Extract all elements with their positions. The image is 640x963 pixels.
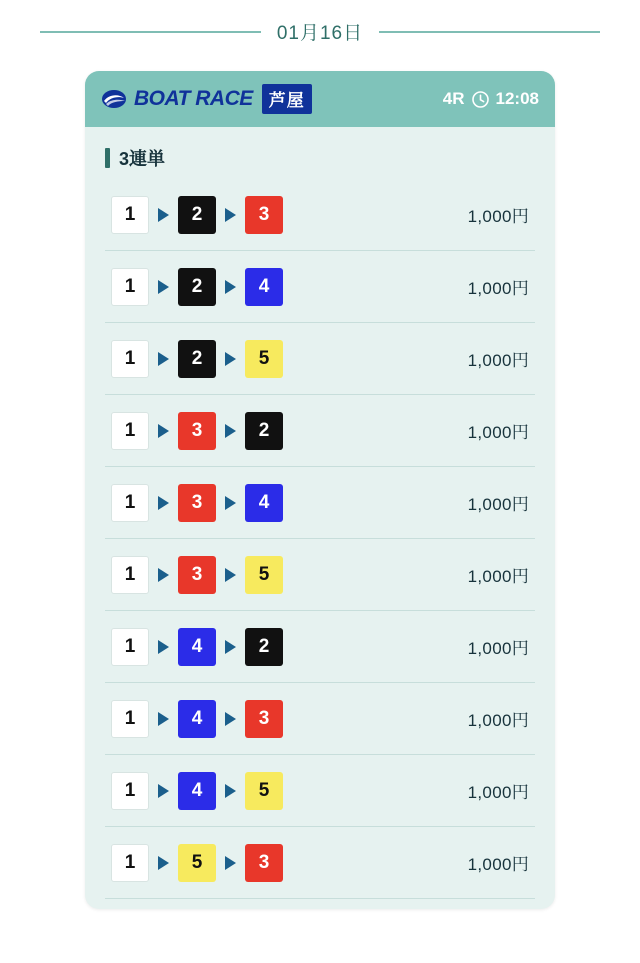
bet-number-second: 2 [178, 340, 216, 378]
bet-number-second: 3 [178, 484, 216, 522]
bet-number-third: 3 [245, 844, 283, 882]
bet-number-second: 2 [178, 196, 216, 234]
bet-number-first: 1 [111, 412, 149, 450]
bet-number-third: 3 [245, 700, 283, 738]
bet-number-first: 1 [111, 700, 149, 738]
arrow-right-icon [158, 352, 169, 366]
arrow-right-icon [158, 568, 169, 582]
table-row[interactable] [105, 827, 535, 899]
arrow-right-icon [158, 208, 169, 222]
brand-venue: 芦屋 [262, 84, 312, 114]
arrow-right-icon [225, 712, 236, 726]
table-row[interactable] [105, 467, 535, 539]
bet-number-second: 4 [178, 628, 216, 666]
bet-number-third: 4 [245, 484, 283, 522]
bet-number-second: 3 [178, 556, 216, 594]
arrow-right-icon [225, 424, 236, 438]
bet-amount: 1,000円 [467, 423, 529, 442]
bet-combination [111, 844, 283, 882]
table-row[interactable] [105, 539, 535, 611]
arrow-right-icon [225, 352, 236, 366]
bet-combination [111, 772, 283, 810]
bet-number-first: 1 [111, 484, 149, 522]
bet-amount: 1,000円 [467, 495, 529, 514]
bet-number-second: 2 [178, 268, 216, 306]
bet-number-third: 2 [245, 412, 283, 450]
arrow-right-icon [225, 280, 236, 294]
race-card [85, 71, 555, 909]
date-label: 01月16日 [276, 23, 364, 44]
bet-number-first: 1 [111, 844, 149, 882]
bet-amount: 1,000円 [467, 639, 529, 658]
bet-amount: 1,000円 [467, 279, 529, 298]
bet-amount: 1,000円 [467, 567, 529, 586]
arrow-right-icon [158, 856, 169, 870]
card-header [85, 71, 555, 127]
arrow-right-icon [158, 712, 169, 726]
arrow-right-icon [158, 280, 169, 294]
bet-amount: 1,000円 [467, 711, 529, 730]
race-time: 12:08 [495, 89, 539, 108]
arrow-right-icon [225, 208, 236, 222]
bet-number-third: 4 [245, 268, 283, 306]
arrow-right-icon [225, 784, 236, 798]
bet-amount: 1,000円 [467, 351, 529, 370]
bet-combination [111, 340, 283, 378]
bet-type-header [85, 127, 555, 179]
arrow-right-icon [158, 784, 169, 798]
arrow-right-icon [225, 496, 236, 510]
date-rule-left [40, 31, 261, 33]
arrow-right-icon [225, 856, 236, 870]
bet-combination [111, 484, 283, 522]
arrow-right-icon [158, 496, 169, 510]
bet-number-third: 5 [245, 340, 283, 378]
bet-combination [111, 412, 283, 450]
bet-number-third: 2 [245, 628, 283, 666]
arrow-right-icon [225, 568, 236, 582]
arrow-right-icon [225, 640, 236, 654]
brand-name: BOAT RACE [134, 87, 253, 110]
bet-amount: 1,000円 [467, 783, 529, 802]
bet-number-first: 1 [111, 556, 149, 594]
bet-type-accent-bar [105, 148, 110, 168]
bet-type-label: 3連単 [119, 149, 166, 169]
table-row[interactable] [105, 395, 535, 467]
date-header [0, 0, 640, 59]
bet-number-third: 5 [245, 772, 283, 810]
bet-number-first: 1 [111, 340, 149, 378]
bet-row-list [85, 179, 555, 909]
clock-icon [472, 91, 489, 108]
bet-combination [111, 556, 283, 594]
bet-combination [111, 628, 283, 666]
date-rule-right [379, 31, 600, 33]
bet-amount: 1,000円 [467, 207, 529, 226]
bet-number-second: 3 [178, 412, 216, 450]
bet-number-third: 5 [245, 556, 283, 594]
table-row[interactable] [105, 683, 535, 755]
table-row[interactable] [105, 323, 535, 395]
race-info [443, 89, 539, 109]
arrow-right-icon [158, 424, 169, 438]
table-row[interactable] [105, 755, 535, 827]
table-row[interactable] [105, 611, 535, 683]
boat-race-swirl-icon [101, 88, 127, 110]
bet-number-first: 1 [111, 268, 149, 306]
bet-combination [111, 268, 283, 306]
table-row[interactable] [105, 251, 535, 323]
table-row[interactable] [105, 179, 535, 251]
bet-combination [111, 700, 283, 738]
bet-number-third: 3 [245, 196, 283, 234]
bet-amount: 1,000円 [467, 855, 529, 874]
bet-number-second: 4 [178, 772, 216, 810]
arrow-right-icon [158, 640, 169, 654]
bet-number-first: 1 [111, 196, 149, 234]
bet-number-first: 1 [111, 628, 149, 666]
brand [101, 84, 312, 114]
bet-number-second: 4 [178, 700, 216, 738]
race-round: 4R [442, 89, 465, 108]
bet-number-first: 1 [111, 772, 149, 810]
bet-combination [111, 196, 283, 234]
bet-number-second: 5 [178, 844, 216, 882]
